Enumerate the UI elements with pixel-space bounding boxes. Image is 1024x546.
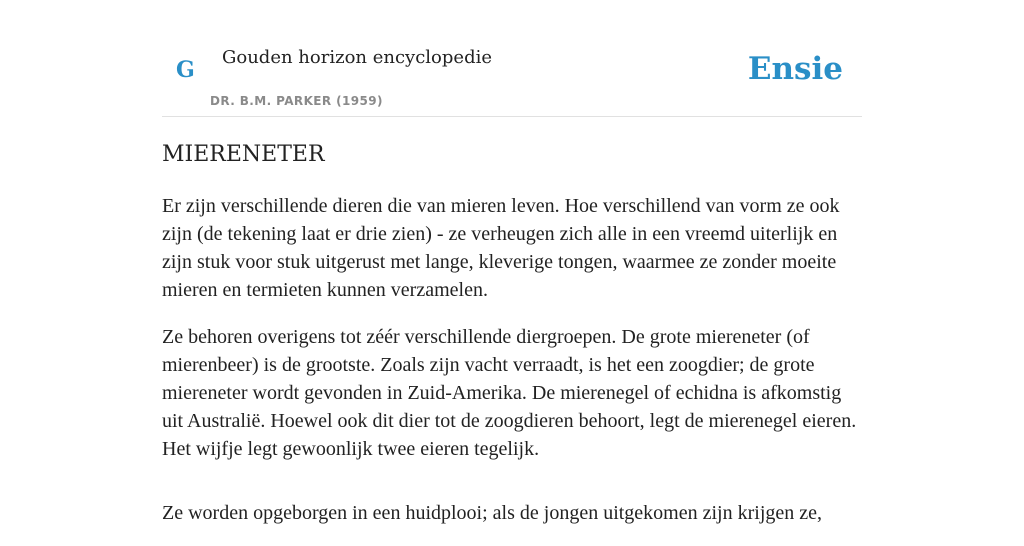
source-header: [162, 0, 862, 117]
book-author: DR. B.M. PARKER (1959): [210, 94, 383, 108]
book-title[interactable]: Gouden horizon encyclopedie: [222, 47, 492, 68]
article-headword: MIERENETER: [162, 142, 325, 167]
article-paragraph-1: Er zijn verschillende dieren die van mieren leven. Hoe verschillend van vorm ze ook zijn (de tekening laat er drie zien) - ze verheugen zich alle in een vreemd uiterlijk en zijn stuk voor stuk uitgerust met lange, kleverige tongen, waarmee ze zonder moeite mieren en termieten kunnen verzamelen.: [162, 195, 840, 301]
article-paragraph-2: Ze behoren overigens tot zéér verschillende diergroepen. De grote miereneter (of mierenbeer) is de grootste. Zoals zijn vacht verraadt, is het een zoogdier; de grote miereneter wordt gevonden in Zuid-Amerika. De mierenegel of echidna is afkomstig uit Australië. Hoewel ook dit dier tot de zoogdieren behoort, legt de mierenegel eieren. Het wijfje legt gewoonlijk twee eieren tegelijk.: [162, 326, 857, 460]
book-letter-icon[interactable]: G: [176, 57, 195, 83]
article-paragraph-3: Ze worden opgeborgen in een huidplooi; als de jongen uitgekomen zijn krijgen ze,: [162, 502, 823, 524]
brand-logo[interactable]: Ensie: [747, 51, 843, 87]
article-body: [162, 192, 862, 546]
